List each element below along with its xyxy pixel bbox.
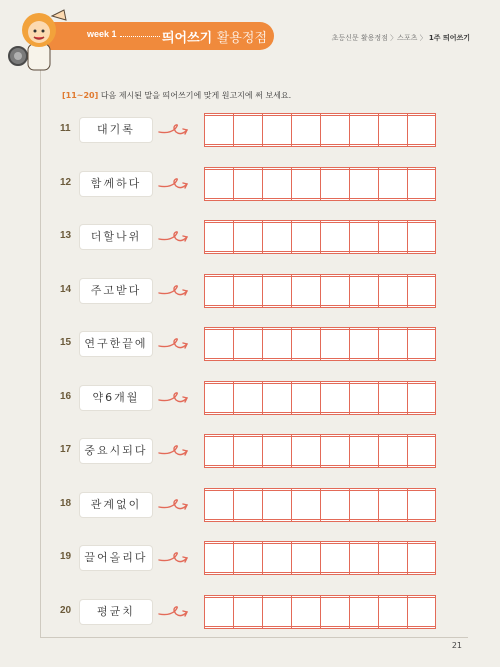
manuscript-cell[interactable] — [204, 220, 233, 254]
exercise-word: 끌어올리다 — [80, 546, 152, 570]
manuscript-cell[interactable] — [204, 595, 233, 629]
manuscript-cell[interactable] — [262, 381, 291, 415]
exercise-number: 20 — [60, 604, 72, 616]
exercise-number: 17 — [60, 444, 72, 455]
manuscript-cell[interactable] — [378, 113, 407, 147]
manuscript-cell[interactable] — [262, 167, 291, 201]
curly-arrow-icon — [157, 549, 189, 567]
breadcrumb-current: 1주 띄어쓰기 — [428, 34, 470, 42]
instruction — [62, 90, 291, 101]
manuscript-cell[interactable] — [320, 595, 349, 629]
curly-arrow-icon — [157, 121, 189, 139]
manuscript-cell[interactable] — [407, 434, 436, 468]
manuscript-cell[interactable] — [291, 113, 320, 147]
manuscript-cell[interactable] — [291, 381, 320, 415]
manuscript-cell[interactable] — [378, 167, 407, 201]
manuscript-cell[interactable] — [262, 541, 291, 575]
manuscript-cell[interactable] — [407, 167, 436, 201]
manuscript-grid — [204, 434, 436, 468]
exercise-row — [0, 488, 500, 522]
manuscript-cell[interactable] — [291, 274, 320, 308]
manuscript-cell[interactable] — [233, 113, 262, 147]
manuscript-cell[interactable] — [204, 541, 233, 575]
curly-arrow-icon — [157, 389, 189, 407]
breadcrumb-prefix: 초등신문 활용정점 〉스포츠 〉 — [331, 34, 427, 42]
instruction-text: 다음 제시된 말을 띄어쓰기에 맞게 원고지에 써 보세요. — [98, 91, 292, 100]
exercise-word: 대기록 — [80, 118, 152, 142]
manuscript-cell[interactable] — [262, 327, 291, 361]
manuscript-grid — [204, 488, 436, 522]
exercise-number: 13 — [60, 230, 72, 241]
manuscript-cell[interactable] — [320, 488, 349, 522]
manuscript-cell[interactable] — [320, 381, 349, 415]
breadcrumb — [332, 33, 470, 43]
manuscript-cell[interactable] — [291, 167, 320, 201]
manuscript-cell[interactable] — [233, 381, 262, 415]
manuscript-cell[interactable] — [320, 167, 349, 201]
curly-arrow-icon — [157, 175, 189, 193]
exercise-row — [0, 434, 500, 468]
exercise-row — [0, 113, 500, 147]
manuscript-cell[interactable] — [349, 488, 378, 522]
exercise-word: 관계없이 — [80, 493, 152, 517]
manuscript-grid — [204, 327, 436, 361]
manuscript-cell[interactable] — [233, 220, 262, 254]
exercise-word: 주고받다 — [80, 279, 152, 303]
cartoon-athlete-icon — [4, 4, 84, 74]
curly-arrow-icon — [157, 496, 189, 514]
manuscript-cell[interactable] — [349, 434, 378, 468]
exercise-word: 평균치 — [80, 600, 152, 624]
manuscript-cell[interactable] — [349, 595, 378, 629]
manuscript-grid — [204, 220, 436, 254]
curly-arrow-icon — [157, 335, 189, 353]
manuscript-cell[interactable] — [204, 434, 233, 468]
manuscript-cell[interactable] — [407, 113, 436, 147]
manuscript-cell[interactable] — [349, 167, 378, 201]
exercise-word: 약6개월 — [80, 386, 152, 410]
dotted-separator — [120, 36, 160, 37]
week-label: week 1 — [87, 29, 117, 39]
curly-arrow-icon — [157, 603, 189, 621]
manuscript-cell[interactable] — [262, 488, 291, 522]
manuscript-cell[interactable] — [320, 327, 349, 361]
exercise-number: 12 — [60, 176, 72, 188]
manuscript-cell[interactable] — [291, 541, 320, 575]
exercise-word: 더할나위 — [80, 225, 152, 249]
curly-arrow-icon — [157, 442, 189, 460]
exercise-number: 11 — [60, 123, 71, 134]
manuscript-cell[interactable] — [378, 327, 407, 361]
manuscript-cell[interactable] — [233, 167, 262, 201]
exercise-word: 연구한끝에 — [80, 332, 152, 356]
instruction-range: [11~20] — [62, 91, 99, 100]
exercise-row — [0, 274, 500, 308]
manuscript-cell[interactable] — [291, 327, 320, 361]
manuscript-cell[interactable] — [407, 327, 436, 361]
manuscript-cell[interactable] — [204, 113, 233, 147]
manuscript-cell[interactable] — [262, 113, 291, 147]
manuscript-cell[interactable] — [378, 274, 407, 308]
manuscript-cell[interactable] — [291, 434, 320, 468]
manuscript-grid — [204, 113, 436, 147]
manuscript-cell[interactable] — [378, 488, 407, 522]
exercise-number: 19 — [60, 551, 72, 562]
manuscript-grid — [204, 381, 436, 415]
exercise-row — [0, 595, 500, 629]
manuscript-cell[interactable] — [349, 220, 378, 254]
manuscript-cell[interactable] — [320, 434, 349, 468]
manuscript-cell[interactable] — [262, 595, 291, 629]
manuscript-cell[interactable] — [204, 167, 233, 201]
manuscript-cell[interactable] — [262, 434, 291, 468]
manuscript-cell[interactable] — [407, 274, 436, 308]
manuscript-cell[interactable] — [204, 327, 233, 361]
manuscript-cell[interactable] — [262, 274, 291, 308]
manuscript-grid — [204, 595, 436, 629]
curly-arrow-icon — [157, 282, 189, 300]
exercise-row — [0, 167, 500, 201]
exercise-word: 함께하다 — [80, 172, 152, 196]
manuscript-cell[interactable] — [204, 488, 233, 522]
manuscript-cell[interactable] — [262, 220, 291, 254]
page-number: 21 — [451, 641, 462, 650]
exercise-word: 중요시되다 — [80, 439, 152, 463]
page-title — [162, 27, 267, 46]
manuscript-cell[interactable] — [378, 434, 407, 468]
manuscript-cell[interactable] — [320, 113, 349, 147]
curly-arrow-icon — [157, 228, 189, 246]
exercise-row — [0, 220, 500, 254]
exercise-number: 15 — [60, 337, 72, 348]
manuscript-cell[interactable] — [233, 541, 262, 575]
manuscript-cell[interactable] — [349, 541, 378, 575]
manuscript-cell[interactable] — [291, 220, 320, 254]
manuscript-cell[interactable] — [233, 327, 262, 361]
manuscript-cell[interactable] — [407, 220, 436, 254]
exercise-number: 16 — [60, 390, 72, 402]
manuscript-cell[interactable] — [320, 220, 349, 254]
manuscript-cell[interactable] — [349, 381, 378, 415]
manuscript-cell[interactable] — [233, 274, 262, 308]
exercise-number: 14 — [60, 283, 72, 295]
manuscript-cell[interactable] — [349, 327, 378, 361]
manuscript-cell[interactable] — [378, 595, 407, 629]
manuscript-grid — [204, 541, 436, 575]
manuscript-cell[interactable] — [233, 595, 262, 629]
manuscript-cell[interactable] — [407, 595, 436, 629]
manuscript-cell[interactable] — [320, 274, 349, 308]
manuscript-grid — [204, 167, 436, 201]
title-bold: 띄어쓰기 — [162, 31, 213, 46]
exercise-row — [0, 327, 500, 361]
manuscript-cell[interactable] — [291, 595, 320, 629]
manuscript-cell[interactable] — [378, 220, 407, 254]
manuscript-cell[interactable] — [204, 274, 233, 308]
manuscript-cell[interactable] — [378, 541, 407, 575]
manuscript-cell[interactable] — [407, 541, 436, 575]
manuscript-grid — [204, 274, 436, 308]
manuscript-cell[interactable] — [407, 381, 436, 415]
title-light: 활용정점 — [216, 31, 267, 46]
exercise-row — [0, 381, 500, 415]
manuscript-cell[interactable] — [291, 488, 320, 522]
exercise-number: 18 — [60, 497, 72, 509]
exercise-row — [0, 541, 500, 575]
manuscript-cell[interactable] — [378, 381, 407, 415]
manuscript-cell[interactable] — [349, 274, 378, 308]
manuscript-cell[interactable] — [233, 488, 262, 522]
manuscript-cell[interactable] — [320, 541, 349, 575]
manuscript-cell[interactable] — [407, 488, 436, 522]
manuscript-cell[interactable] — [204, 381, 233, 415]
manuscript-cell[interactable] — [233, 434, 262, 468]
manuscript-cell[interactable] — [349, 113, 378, 147]
